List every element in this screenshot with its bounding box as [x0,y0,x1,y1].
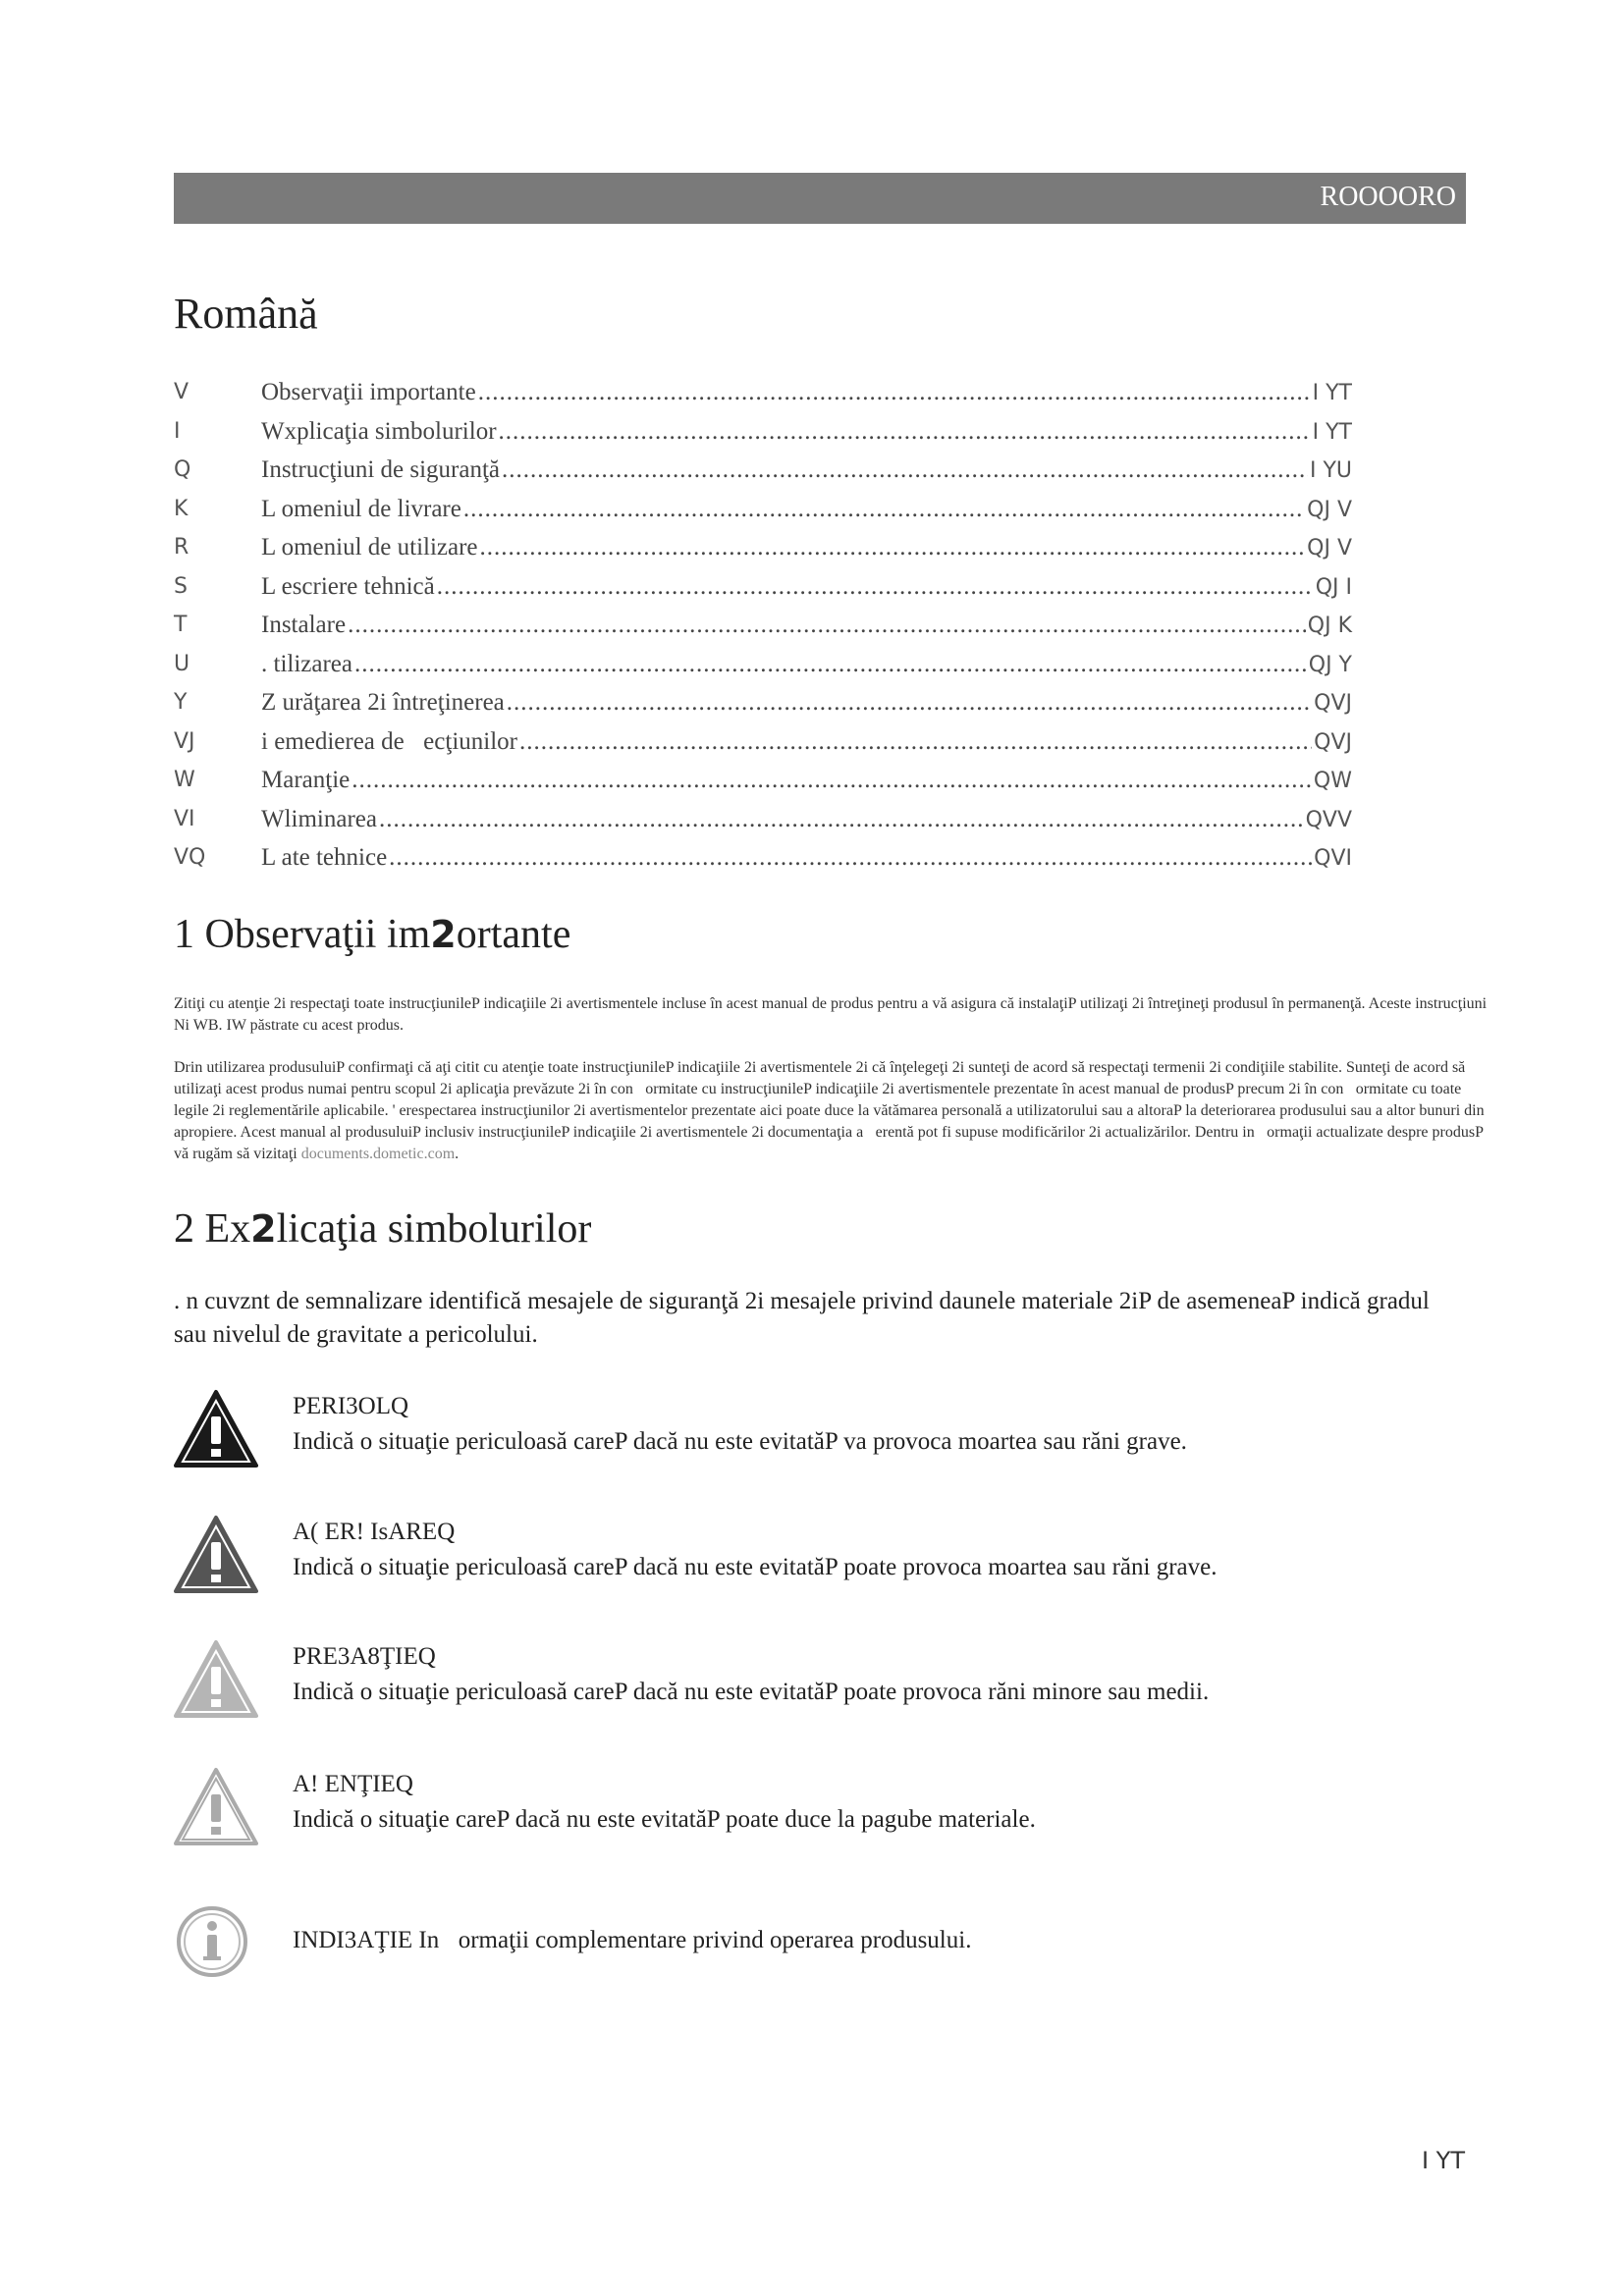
toc-page-number: QVI [1314,846,1352,871]
toc-number: R [174,535,189,560]
signal-word: A! ENŢIEQ [293,1771,413,1797]
toc-page-number: QVJ [1314,729,1352,755]
signal-description: Indică o situaţie careP dacă nu este evitatăP poate duce la pagube materiale. [293,1806,1036,1833]
toc-leader-dots [354,645,1307,684]
toc-entry[interactable] [174,722,1352,762]
signal-description: INDI3AŢIE In ormaţii complementare privind operarea produsului. [293,1927,972,1953]
section-number: 1 [174,912,194,957]
toc-number: Q [174,457,191,482]
toc-leader-dots [519,722,1312,762]
toc-number: VQ [174,845,206,870]
toc-entry[interactable] [174,567,1352,607]
info-icon [174,1899,258,1980]
toc-title: Z urăţarea 2i întreţinerea [261,689,505,716]
paragraph-1: Zitiţi cu atenţie 2i respectaţi toate instrucţiunileP indicaţiile 2i avertismentele incluse în acest manual de produs pentru a vă asigura că instalaţiP utilizaţi 2i întreţineţi produsul în permanenţă. Aceste instrucţiuni Ni WB. IW păstrate cu acest produs. [174,995,1488,1034]
toc-leader-dots [379,800,1304,839]
toc-entry[interactable] [174,838,1352,878]
section-title: Observaţii im2ortante [204,912,571,957]
caution-icon [174,1639,258,1720]
toc-page-number: QVJ [1314,691,1352,716]
toc-number: K [174,496,189,521]
danger-warning-icon [174,1389,258,1469]
toc-entry[interactable] [174,373,1352,412]
toc-entry[interactable] [174,606,1352,645]
header-bar [174,173,1466,224]
toc-leader-dots [499,412,1311,452]
toc-number: V [174,380,189,404]
toc-number: T [174,613,188,637]
toc-number: VJ [174,728,195,754]
section-heading-2 [174,1205,591,1253]
section-number: 2 [174,1206,194,1252]
toc-entry[interactable] [174,528,1352,567]
toc-page-number: QJ Y [1308,652,1352,677]
signal-word: PRE3A8ŢIEQ [293,1643,436,1670]
paragraph-2: Drin utilizarea produsuluiP confirmaţi că aţi citit cu atenţie toate instrucţiunileP indicaţiile 2i avertismentele 2i că înţelegeţi 2i sunteţi de acord să respectaţi termenii 2i condiţiile stabilite. Sunteţi de acord să utilizaţi acest produs numai pentru scopul 2i aplicaţia prevăzute 2i în con ormitate cu instrucţiunileP indicaţiile 2i avertismentele prezentate în acest manual de produsP precum 2i în con ormitate cu toate legile 2i reglementările aplicabile. ' erespectarea instrucţiunilor 2i avertismentelor prezentate aici poate duce la vătămarea personală a utilizatorului sau a altoraP la deteriorarea produsului sau a altor bunuri din apropiere. Acest manual al produsuluiP inclusiv instrucţiunileP indicaţiile 2i avertismentele 2i documentaţia a erentă pot fi supuse modificărilor 2i actualizărilor. Dentru in ormaţii actualizate despre produsP vă rugăm să vizitaţi documents.dometic.com. [174,1059,1485,1162]
hazard-entry [174,1389,1450,1477]
hazard-entry [174,1515,1450,1603]
toc-leader-dots [480,528,1306,567]
toc-title: L omeniul de utilizare [261,534,478,561]
toc-title: L omeniul de livrare [261,495,461,522]
toc-leader-dots [389,838,1312,878]
table-of-contents [174,373,1352,878]
toc-leader-dots [502,451,1308,490]
toc-number: I [174,418,181,444]
toc-entry[interactable] [174,761,1352,800]
toc-page-number: QVV [1305,807,1352,832]
toc-leader-dots [507,683,1312,722]
hazard-entry [174,1899,1450,1988]
toc-number: W [174,768,195,792]
signal-word-intro: . n cuvznt de semnalizare identifică mesajele de siguranţă 2i mesajele privind daunele materiale 2iP de asemeneaP indică gradul sau nivelul de gravitate a pericolului. [174,1288,1430,1348]
notice-icon [174,1767,258,1847]
toc-title: Wliminarea [261,805,377,832]
toc-number: S [174,573,188,599]
signal-word: PERI3OLQ [293,1393,409,1419]
section-title: Ex2licaţia simbolurilor [204,1206,592,1252]
section-heading-1 [174,911,570,958]
toc-page-number: QJ V [1307,497,1352,522]
hazard-entry [174,1767,1450,1855]
toc-number: Y [174,690,188,715]
toc-page-number: QJ I [1315,574,1352,600]
signal-description: Indică o situaţie periculoasă careP dacă nu este evitatăP poate provoca moartea sau răni grave. [293,1554,1218,1580]
toc-entry[interactable] [174,800,1352,839]
signal-word: A( ER! IsAREQ [293,1519,456,1545]
signal-description: Indică o situaţie periculoasă careP dacă nu este evitatăP va provoca moartea sau răni grave. [293,1428,1187,1455]
toc-title: Wxplicaţia simbolurilor [261,417,497,445]
toc-entry[interactable] [174,451,1352,490]
page-number: I YT [1421,2147,1465,2174]
toc-leader-dots [478,373,1311,412]
toc-page-number: QJ V [1307,536,1352,561]
documents-link[interactable]: documents.dometic.com [300,1146,456,1162]
toc-title: i emedierea de ecţiunilor [261,727,517,755]
toc-leader-dots [348,606,1306,645]
toc-title: . tilizarea [261,650,352,677]
toc-page-number: QW [1313,769,1352,793]
language-code: ROOOORO [1320,182,1456,212]
toc-number: VI [174,806,195,831]
toc-entry[interactable] [174,645,1352,684]
toc-page-number: QJ K [1307,614,1352,638]
toc-leader-dots [463,490,1305,529]
toc-page-number: I YU [1309,458,1352,483]
toc-page-number: I YT [1312,419,1352,445]
toc-page-number: I YT [1312,381,1352,405]
toc-title: Instrucţiuni de siguranţă [261,456,500,483]
toc-entry[interactable] [174,683,1352,722]
toc-title: Maranţie [261,767,351,793]
toc-title: L escriere tehnică [261,572,435,600]
toc-entry[interactable] [174,412,1352,452]
toc-entry[interactable] [174,490,1352,529]
warning-icon [174,1515,258,1595]
signal-description: Indică o situaţie periculoasă careP dacă nu este evitatăP poate provoca răni minore sau medii. [293,1679,1210,1705]
toc-title: L ate tehnice [261,844,388,871]
page-title: Română [174,290,318,338]
toc-leader-dots [437,567,1314,607]
toc-leader-dots [352,761,1312,800]
toc-number: U [174,651,190,676]
toc-title: Instalare [261,612,347,638]
toc-title: Observaţii importante [261,379,476,405]
hazard-entry [174,1639,1450,1728]
